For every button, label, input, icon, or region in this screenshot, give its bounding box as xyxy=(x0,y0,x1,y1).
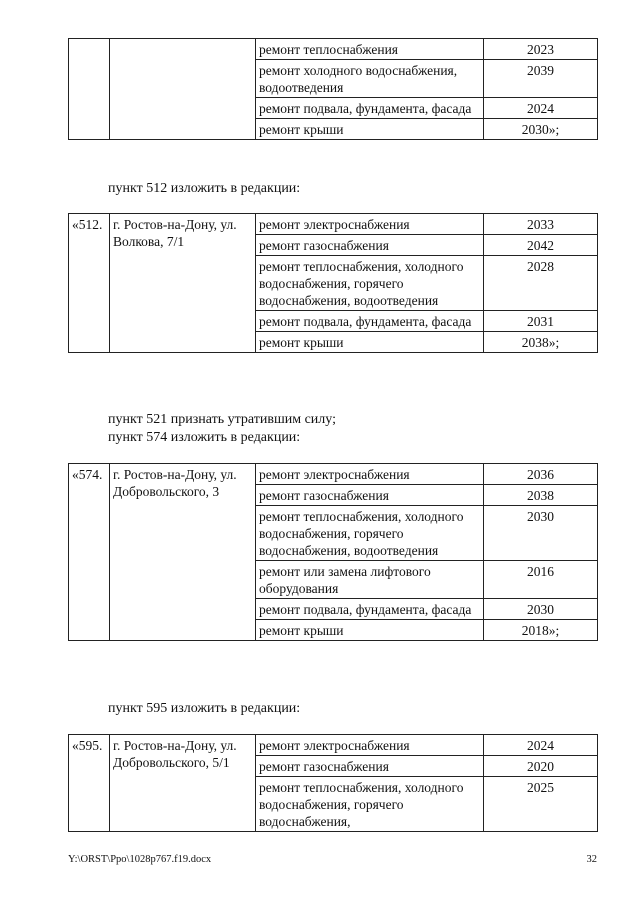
year-cell: 2036 xyxy=(484,464,598,485)
address-cell xyxy=(110,39,256,140)
item-number-cell: «595. xyxy=(69,735,110,832)
work-type-cell: ремонт газоснабжения xyxy=(256,485,484,506)
work-type-cell: ремонт подвала, фундамента, фасада xyxy=(256,98,484,119)
paragraph-item-574: пункт 574 изложить в редакции: xyxy=(108,430,301,445)
work-type-cell: ремонт подвала, фундамента, фасада xyxy=(256,311,484,332)
address-cell: г. Ростов-на-Дону, ул. Добровольского, 5/1 xyxy=(110,735,256,832)
paragraph-item-595: пункт 595 изложить в редакции: xyxy=(108,701,301,716)
work-type-cell: ремонт газоснабжения xyxy=(256,235,484,256)
table-row xyxy=(69,214,598,235)
repair-table-574 xyxy=(68,463,598,641)
year-cell: 2038 xyxy=(484,485,598,506)
year-cell: 2031 xyxy=(484,311,598,332)
year-cell: 2024 xyxy=(484,735,598,756)
year-cell: 2016 xyxy=(484,561,598,599)
table-row xyxy=(69,39,598,60)
footer-file-path: Y:\ORST\Ppo\1028p767.f19.docx xyxy=(68,854,212,865)
repair-table-595 xyxy=(68,734,598,832)
paragraph-item-512: пункт 512 изложить в редакции: xyxy=(108,181,301,196)
repair-table-512 xyxy=(68,213,598,353)
table-row xyxy=(69,735,598,756)
work-type-cell: ремонт теплоснабжения, холодного водоснабжения, горячего водоснабжения, водоотведения xyxy=(256,256,484,311)
work-type-cell: ремонт или замена лифтового оборудования xyxy=(256,561,484,599)
work-type-cell: ремонт теплоснабжения, холодного водоснабжения, горячего водоснабжения, xyxy=(256,777,484,832)
item-number-cell: «574. xyxy=(69,464,110,641)
year-cell: 2042 xyxy=(484,235,598,256)
year-cell: 2033 xyxy=(484,214,598,235)
work-type-cell: ремонт крыши xyxy=(256,620,484,641)
address-cell: г. Ростов-на-Дону, ул. Волкова, 7/1 xyxy=(110,214,256,353)
year-cell: 2025 xyxy=(484,777,598,832)
work-type-cell: ремонт газоснабжения xyxy=(256,756,484,777)
item-number-cell xyxy=(69,39,110,140)
table-row xyxy=(69,464,598,485)
year-cell: 2030 xyxy=(484,599,598,620)
work-type-cell: ремонт электроснабжения xyxy=(256,214,484,235)
work-type-cell: ремонт теплоснабжения xyxy=(256,39,484,60)
work-type-cell: ремонт подвала, фундамента, фасада xyxy=(256,599,484,620)
year-cell: 2020 xyxy=(484,756,598,777)
year-cell: 2028 xyxy=(484,256,598,311)
year-cell: 2038»; xyxy=(484,332,598,353)
year-cell: 2024 xyxy=(484,98,598,119)
work-type-cell: ремонт крыши xyxy=(256,332,484,353)
year-cell: 2030»; xyxy=(484,119,598,140)
item-number-cell: «512. xyxy=(69,214,110,353)
work-type-cell: ремонт крыши xyxy=(256,119,484,140)
address-cell: г. Ростов-на-Дону, ул. Добровольского, 3 xyxy=(110,464,256,641)
year-cell: 2039 xyxy=(484,60,598,98)
repair-table-continued xyxy=(68,38,598,140)
year-cell: 2018»; xyxy=(484,620,598,641)
page-number: 32 xyxy=(586,854,597,865)
year-cell: 2030 xyxy=(484,506,598,561)
paragraph-item-521: пункт 521 признать утратившим силу; xyxy=(108,412,336,427)
work-type-cell: ремонт холодного водоснабжения, водоотведения xyxy=(256,60,484,98)
work-type-cell: ремонт теплоснабжения, холодного водоснабжения, горячего водоснабжения, водоотведения xyxy=(256,506,484,561)
work-type-cell: ремонт электроснабжения xyxy=(256,464,484,485)
year-cell: 2023 xyxy=(484,39,598,60)
work-type-cell: ремонт электроснабжения xyxy=(256,735,484,756)
